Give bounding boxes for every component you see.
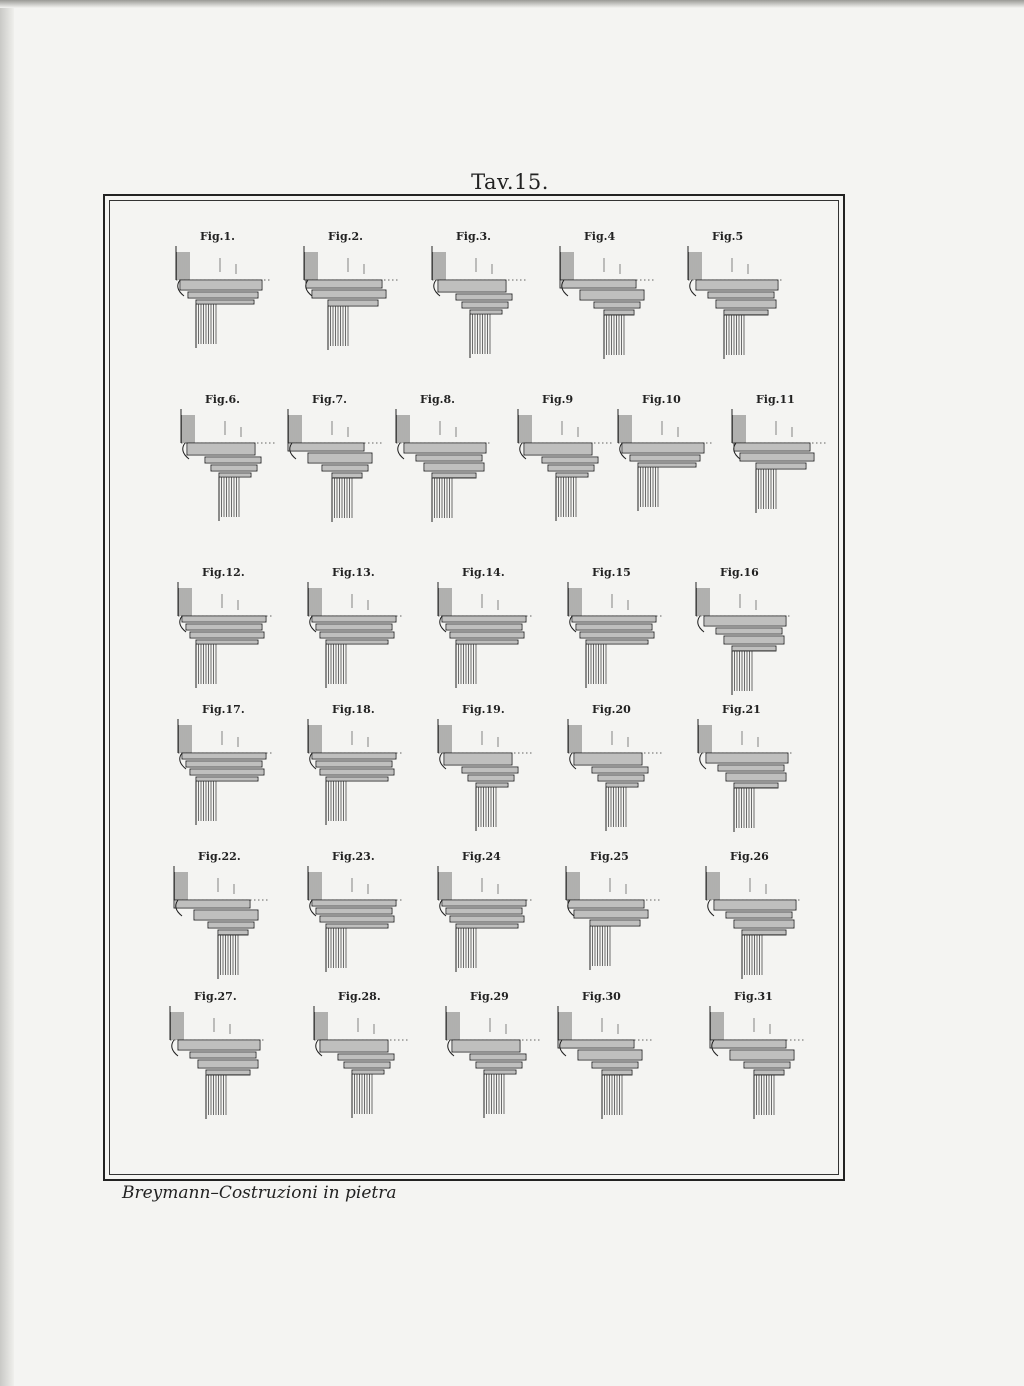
figure-cornice-profile	[440, 990, 550, 1130]
figure-label: Fig.3.	[456, 230, 491, 243]
cornice-drawing	[282, 407, 387, 527]
figure-cornice-profile	[302, 566, 412, 706]
figure-cornice-profile	[432, 566, 542, 706]
cornice-drawing	[302, 864, 407, 984]
figure-cornice-profile	[172, 703, 282, 843]
cornice-drawing	[440, 1004, 545, 1124]
cornice-drawing	[432, 580, 537, 700]
figure-label: Fig.27.	[194, 990, 237, 1003]
figure-label: Fig.20	[592, 703, 631, 716]
figure-label: Fig.23.	[332, 850, 375, 863]
cornice-drawing	[170, 244, 275, 364]
figure-label: Fig.21	[722, 703, 761, 716]
figure-label: Fig.31	[734, 990, 773, 1003]
figure-cornice-profile	[302, 703, 412, 843]
figure-label: Fig.7.	[312, 393, 347, 406]
figure-cornice-profile	[164, 990, 274, 1130]
cornice-drawing	[612, 407, 717, 527]
cornice-drawing	[308, 1004, 413, 1124]
cornice-drawing	[552, 1004, 657, 1124]
figure-label: Fig.4	[584, 230, 616, 243]
cornice-drawing	[390, 407, 495, 527]
figure-label: Fig.12.	[202, 566, 245, 579]
figure-cornice-profile	[302, 850, 412, 990]
figure-label: Fig.2.	[328, 230, 363, 243]
cornice-drawing	[302, 580, 407, 700]
figure-cornice-profile	[168, 850, 278, 990]
cornice-drawing	[700, 864, 805, 984]
figure-label: Fig.6.	[205, 393, 240, 406]
figure-cornice-profile	[560, 850, 670, 990]
figure-label: Fig.16	[720, 566, 759, 579]
page-top-edge	[0, 0, 1024, 8]
cornice-drawing	[426, 244, 531, 364]
figure-label: Fig.15	[592, 566, 631, 579]
cornice-drawing	[298, 244, 403, 364]
figure-cornice-profile	[426, 230, 536, 370]
figure-label: Fig.11	[756, 393, 795, 406]
figure-label: Fig.10	[642, 393, 681, 406]
figure-cornice-profile	[552, 990, 662, 1130]
figure-label: Fig.25	[590, 850, 629, 863]
cornice-drawing	[432, 864, 537, 984]
figure-label: Fig.19.	[462, 703, 505, 716]
figure-label: Fig.28.	[338, 990, 381, 1003]
figure-label: Fig.14.	[462, 566, 505, 579]
figure-label: Fig.29	[470, 990, 509, 1003]
figure-label: Fig.5	[712, 230, 744, 243]
figure-cornice-profile	[308, 990, 418, 1130]
figure-label: Fig.13.	[332, 566, 375, 579]
cornice-drawing	[164, 1004, 269, 1124]
cornice-drawing	[432, 717, 537, 837]
figure-cornice-profile	[390, 393, 500, 533]
plate-title: Tav.15.	[471, 170, 549, 194]
cornice-drawing	[172, 717, 277, 837]
figure-cornice-profile	[704, 990, 814, 1130]
cornice-drawing	[168, 864, 273, 984]
figure-cornice-profile	[175, 393, 285, 533]
page-edge-shadow	[0, 0, 14, 1386]
plate-caption: Breymann–Costruzioni in pietra	[122, 1183, 397, 1203]
cornice-drawing	[302, 717, 407, 837]
figure-label: Fig.18.	[332, 703, 375, 716]
figure-cornice-profile	[512, 393, 622, 533]
figure-label: Fig.24	[462, 850, 501, 863]
figure-cornice-profile	[690, 566, 800, 706]
figure-label: Fig.26	[730, 850, 769, 863]
figure-cornice-profile	[432, 703, 542, 843]
figure-cornice-profile	[282, 393, 392, 533]
cornice-drawing	[512, 407, 617, 527]
cornice-drawing	[704, 1004, 809, 1124]
figure-cornice-profile	[172, 566, 282, 706]
figure-cornice-profile	[562, 566, 672, 706]
cornice-drawing	[560, 864, 665, 984]
figure-cornice-profile	[554, 230, 664, 370]
cornice-drawing	[175, 407, 280, 527]
figure-cornice-profile	[692, 703, 802, 843]
figure-label: Fig.8.	[420, 393, 455, 406]
cornice-drawing	[682, 244, 787, 364]
figure-cornice-profile	[612, 393, 722, 533]
figure-cornice-profile	[726, 393, 836, 533]
cornice-drawing	[692, 717, 797, 837]
figure-cornice-profile	[682, 230, 792, 370]
figure-cornice-profile	[432, 850, 542, 990]
figure-cornice-profile	[170, 230, 280, 370]
figure-label: Fig.22.	[198, 850, 241, 863]
figure-cornice-profile	[562, 703, 672, 843]
figure-label: Fig.9	[542, 393, 574, 406]
figure-label: Fig.30	[582, 990, 621, 1003]
cornice-drawing	[562, 717, 667, 837]
cornice-drawing	[172, 580, 277, 700]
cornice-drawing	[690, 580, 795, 700]
cornice-drawing	[562, 580, 667, 700]
cornice-drawing	[554, 244, 659, 364]
figure-label: Fig.1.	[200, 230, 235, 243]
figure-cornice-profile	[298, 230, 408, 370]
cornice-drawing	[726, 407, 831, 527]
figure-cornice-profile	[700, 850, 810, 990]
figure-label: Fig.17.	[202, 703, 245, 716]
